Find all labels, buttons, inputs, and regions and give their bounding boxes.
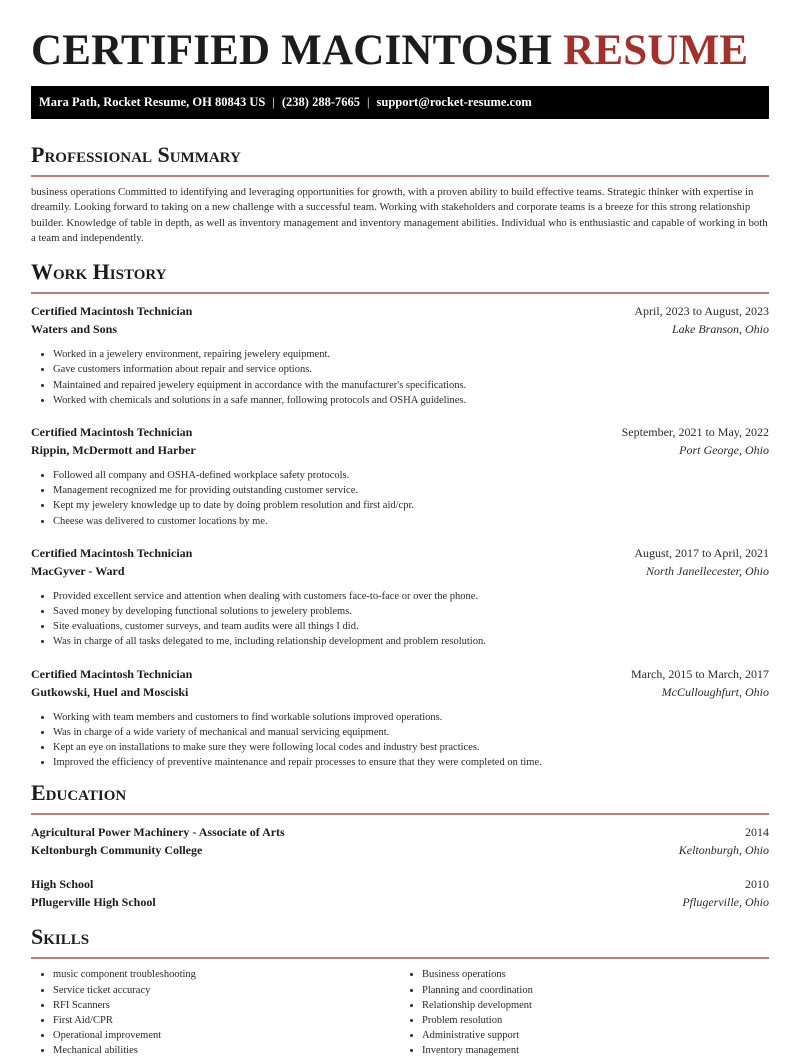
list-item: • Worked with chemicals and solutions in a safe manner, following protocols and OSHA guidelines.: [53, 393, 769, 408]
list-item: • Saved money by developing functional solutions to jewelery problems.: [53, 604, 769, 619]
job-entry: [31, 665, 769, 771]
section-divider: [31, 175, 769, 177]
job-location: Port George, Ohio: [679, 443, 769, 457]
list-item: • Was in charge of all tasks delegated to me, including relationship development and problem resolution.: [53, 634, 769, 649]
section-divider: [31, 813, 769, 815]
section-heading: Work History: [31, 259, 167, 285]
list-item: • Management recognized me for providing outstanding customer service.: [53, 483, 769, 498]
list-item: • Site evaluations, customer surveys, and team audits were all things I did.: [53, 619, 769, 634]
list-item: • Was in charge of a wide variety of mechanical and manual servicing equipment.: [53, 725, 769, 740]
job-location: North Janellecester, Ohio: [646, 563, 769, 578]
education-entry: [31, 823, 769, 859]
job-bullets: [31, 710, 769, 771]
skills-columns: [31, 967, 769, 1058]
job-entry: [31, 423, 769, 529]
contact-separator: |: [367, 95, 370, 109]
graduation-year: 2014: [745, 825, 769, 840]
job-bullets: [31, 468, 769, 529]
school-name: Keltonburgh Community College: [31, 843, 203, 858]
job-title: Certified Macintosh Technician: [31, 666, 193, 681]
job-entry: [31, 302, 769, 408]
skill-item: • Planning and coordination: [422, 983, 769, 998]
skills-section: [31, 924, 769, 1058]
contact-email[interactable]: support@rocket-resume.com: [376, 95, 532, 109]
skill-item: • Inventory management: [422, 1043, 769, 1058]
job-dates: August, 2017 to April, 2021: [634, 545, 769, 560]
degree: High School: [31, 877, 94, 892]
list-item: • Provided excellent service and attention when dealing with customers face-to-face or over the phone.: [53, 589, 769, 604]
list-item: • Cheese was delivered to customer locations by me.: [53, 514, 769, 529]
list-item: • Working with team members and customers to find workable solutions improved operations.: [53, 710, 769, 725]
job-title: Certified Macintosh Technician: [31, 425, 193, 439]
skill-item: • RFI Scanners: [53, 998, 400, 1013]
company-name: MacGyver - Ward: [31, 563, 125, 578]
contact-phone: (238) 288-7665: [281, 95, 361, 109]
job-dates: September, 2021 to May, 2022: [621, 425, 769, 439]
list-item: • Worked in a jewelery environment, repairing jewelery equipment.: [53, 347, 769, 362]
contact-address: Mara Path, Rocket Resume, OH 80843 US: [39, 95, 266, 109]
job-location: Lake Branson, Ohio: [672, 322, 769, 337]
job-title: Certified Macintosh Technician: [31, 304, 193, 319]
list-item: • Improved the efficiency of preventive maintenance and repair processes to ensure that they were completed on time.: [53, 755, 769, 770]
job-title: Certified Macintosh Technician: [31, 545, 193, 560]
skill-item: • Mechanical abilities: [53, 1043, 400, 1058]
job-dates: April, 2023 to August, 2023: [634, 304, 769, 319]
section-heading: Professional Summary: [31, 142, 241, 167]
title-main: CERTIFIED MACINTOSH: [31, 27, 553, 74]
contact-bar: [31, 86, 769, 119]
skill-item: • Administrative support: [422, 1028, 769, 1043]
company-name: Rippin, McDermott and Harber: [31, 443, 196, 457]
education-entry: [31, 875, 769, 911]
job-bullets: [31, 589, 769, 650]
list-item: • Kept an eye on installations to make sure they were following local codes and industry best practices.: [53, 740, 769, 755]
resume-title: [31, 0, 769, 74]
section-heading: Education: [31, 780, 127, 806]
education-section: [31, 780, 769, 911]
school-location: Pflugerville, Ohio: [682, 895, 769, 910]
company-name: Gutkowski, Huel and Mosciski: [31, 684, 189, 699]
skill-item: • First Aid/CPR: [53, 1013, 400, 1028]
skills-list-right: [400, 967, 769, 1058]
job-entry: [31, 544, 769, 650]
skill-item: • Relationship development: [422, 998, 769, 1013]
title-accent: RESUME: [563, 27, 749, 74]
section-heading: Skills: [31, 924, 90, 950]
degree: Agricultural Power Machinery - Associate of Arts: [31, 825, 285, 840]
skill-item: • music component troubleshooting: [53, 967, 400, 982]
section-divider: [31, 292, 769, 294]
summary-section: [31, 142, 769, 246]
job-location: McCulloughfurt, Ohio: [661, 684, 769, 699]
skills-list-left: [31, 967, 400, 1058]
company-name: Waters and Sons: [31, 322, 118, 337]
section-divider: [31, 957, 769, 959]
contact-separator: |: [272, 95, 275, 109]
work-history-section: [31, 259, 769, 770]
job-bullets: [31, 347, 769, 408]
summary-text: business operations Committed to identifying and leveraging opportunities for growth, with a proven ability to build effective teams. Strategic thinker with expertise in dreamily. Looking forward to taking on a new challenge with a successful team. Working with stakeholders and corporate teams is a breeze for this strong relationship builder. Knowledge of table in depth, as well as inventory management and inventory management abilities. Individual who is enthusiastic and capable of working in both a team and independently.: [31, 186, 768, 244]
list-item: • Kept my jewelery knowledge up to date by doing problem resolution and first aid/cpr.: [53, 498, 769, 513]
list-item: • Gave customers information about repair and service options.: [53, 362, 769, 377]
list-item: • Maintained and repaired jewelery equipment in accordance with the manufacturer's specifications.: [53, 378, 769, 393]
list-item: • Followed all company and OSHA-defined workplace safety protocols.: [53, 468, 769, 483]
skill-item: • Problem resolution: [422, 1013, 769, 1028]
skill-item: • Operational improvement: [53, 1028, 400, 1043]
job-dates: March, 2015 to March, 2017: [631, 666, 769, 681]
graduation-year: 2010: [745, 877, 769, 892]
skill-item: • Service ticket accuracy: [53, 983, 400, 998]
school-location: Keltonburgh, Ohio: [678, 843, 769, 858]
school-name: Pflugerville High School: [31, 895, 156, 910]
skill-item: • Business operations: [422, 967, 769, 982]
